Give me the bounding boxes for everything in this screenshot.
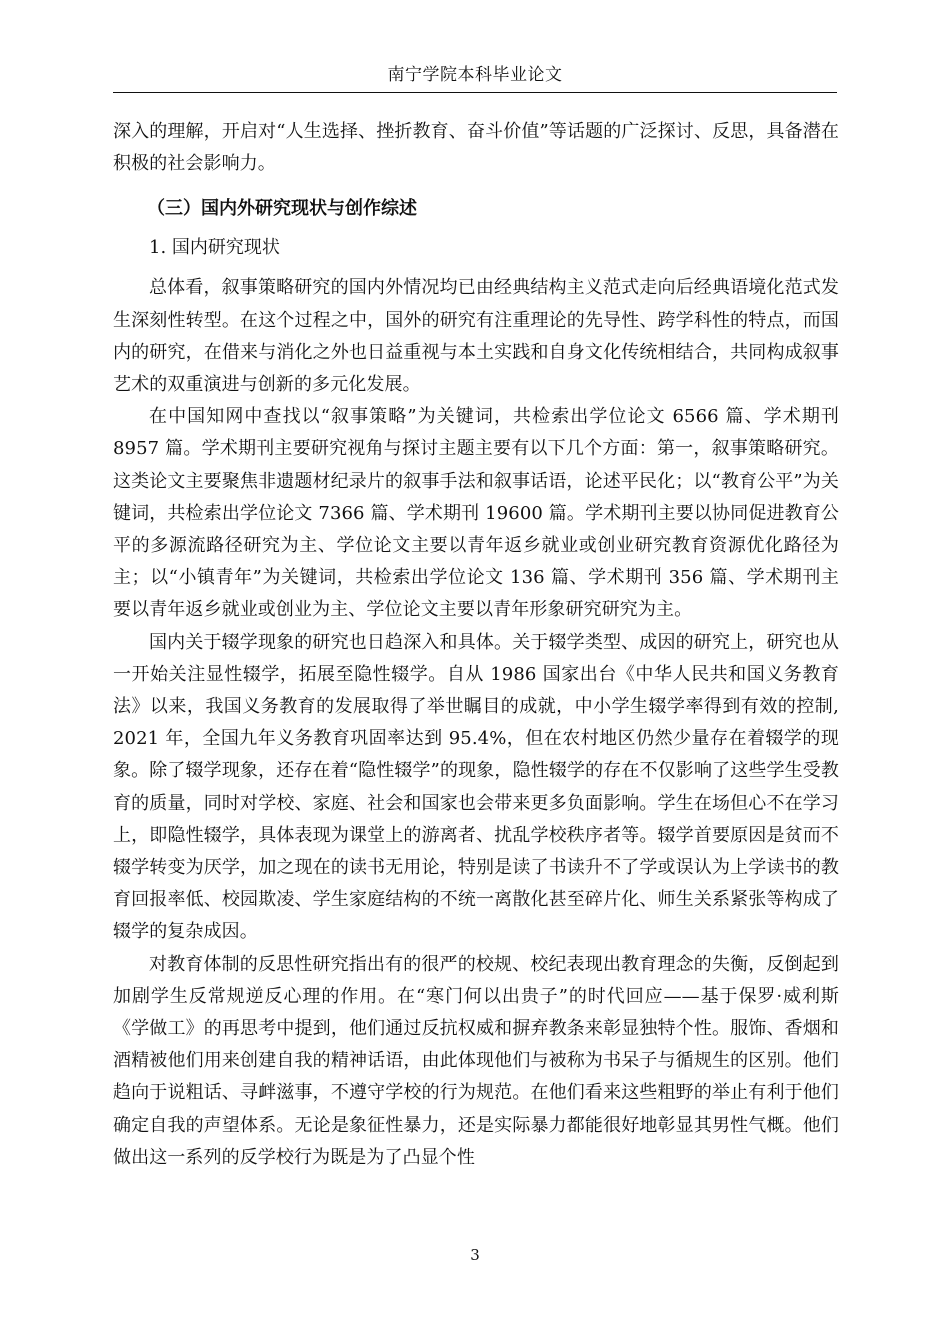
page-number: 3 <box>470 1246 480 1264</box>
paragraph-dropout-research: 国内关于辍学现象的研究也日趋深入和具体。关于辍学类型、成因的研究上，研究也从一开始关注显性辍学，拓展至隐性辍学。自从 1986 国家出台《中华人民共和国义务教育法》以来，我国义务教育的发展取得了举世瞩目的成就，中小学生辍学率得到有效的控制, 2021 年，全国九年义务教育巩固率达到 95.4%，但在农村地区仍然少量存在着辍学的现象。除了辍学现象，还存在着“隐性辍学”的现象，隐性辍学的存在不仅影响了这些学生受教育的质量，同时对学校、家庭、社会和国家也会带来更多负面影响。学生在场但心不在学习上，即隐性辍学，具体表现为课堂上的游离者、扰乱学校秩序者等。辍学首要原因是贫而不辍学转变为厌学，加之现在的读书无用论，特别是读了书读升不了学或误认为上学读书的教育回报率低、校园欺凌、学生家庭结构的不统一离散化甚至碎片化、师生关系紧张等构成了辍学的复杂成因。 <box>113 631 839 943</box>
header-divider <box>113 92 837 93</box>
document-body <box>113 116 839 1174</box>
paragraph-cnki-search: 在中国知网中查找以“叙事策略”为关键词，共检索出学位论文 6566 篇、学术期刊 8957 篇。学术期刊主要研究视角与探讨主题主要有以下几个方面：第一，叙事策略研究。这类论文主要聚焦非遗题材纪录片的叙事手法和叙事话语，论述平民化；以“教育公平”为关键词，共检索出学位论文 7366 篇、学术期刊 19600 篇。学术期刊主要以协同促进教育公平的多源流路径研究为主、学位论文主要以青年返乡就业或创业研究教育资源优化路径为主；以“小镇青年”为关键词，共检索出学位论文 136 篇、学术期刊 356 篇、学术期刊主要以青年返乡就业或创业为主、学位论文主要以青年形象研究研究为主。 <box>113 406 839 621</box>
paragraph-overview: 总体看，叙事策略研究的国内外情况均已由经典结构主义范式走向后经典语境化范式发生深刻性转型。在这个过程之中，国外的研究有注重理论的先导性、跨学科性的特点，而国内的研究，在借来与消化之外也日益重视与本土实践和自身文化传统相结合，共同构成叙事艺术的双重演进与创新的多元化发展。 <box>113 277 839 396</box>
subsection-heading: 1. 国内研究现状 <box>149 237 280 259</box>
carryover-paragraph: 深入的理解，开启对“人生选择、挫折教育、奋斗价值”等话题的广泛探讨、反思，具备潜在积极的社会影响力。 <box>113 121 839 175</box>
paragraph-education-reflection: 对教育体制的反思性研究指出有的很严的校规、校纪表现出教育理念的失衡，反倒起到加剧学生反常规逆反心理的作用。在“寒门何以出贵子”的时代回应——基于保罗·威利斯《学做工》的再思考中提到，他们通过反抗权威和摒弃教条来彰显独特个性。服饰、香烟和酒精被他们用来创建自我的精神话语，由此体现他们与被称为书呆子与循规生的区别。他们趋向于说粗话、寻衅滋事，不遵守学校的行为规范。在他们看来这些粗野的举止有利于他们确定自我的声望体系。无论是象征性暴力，还是实际暴力都能很好地彰显其男性气概。他们做出这一系列的反学校行为既是为了凸显个性 <box>113 953 839 1168</box>
section-heading: （三）国内外研究现状与创作综述 <box>147 198 417 220</box>
running-header: 南宁学院本科毕业论文 <box>387 65 563 85</box>
